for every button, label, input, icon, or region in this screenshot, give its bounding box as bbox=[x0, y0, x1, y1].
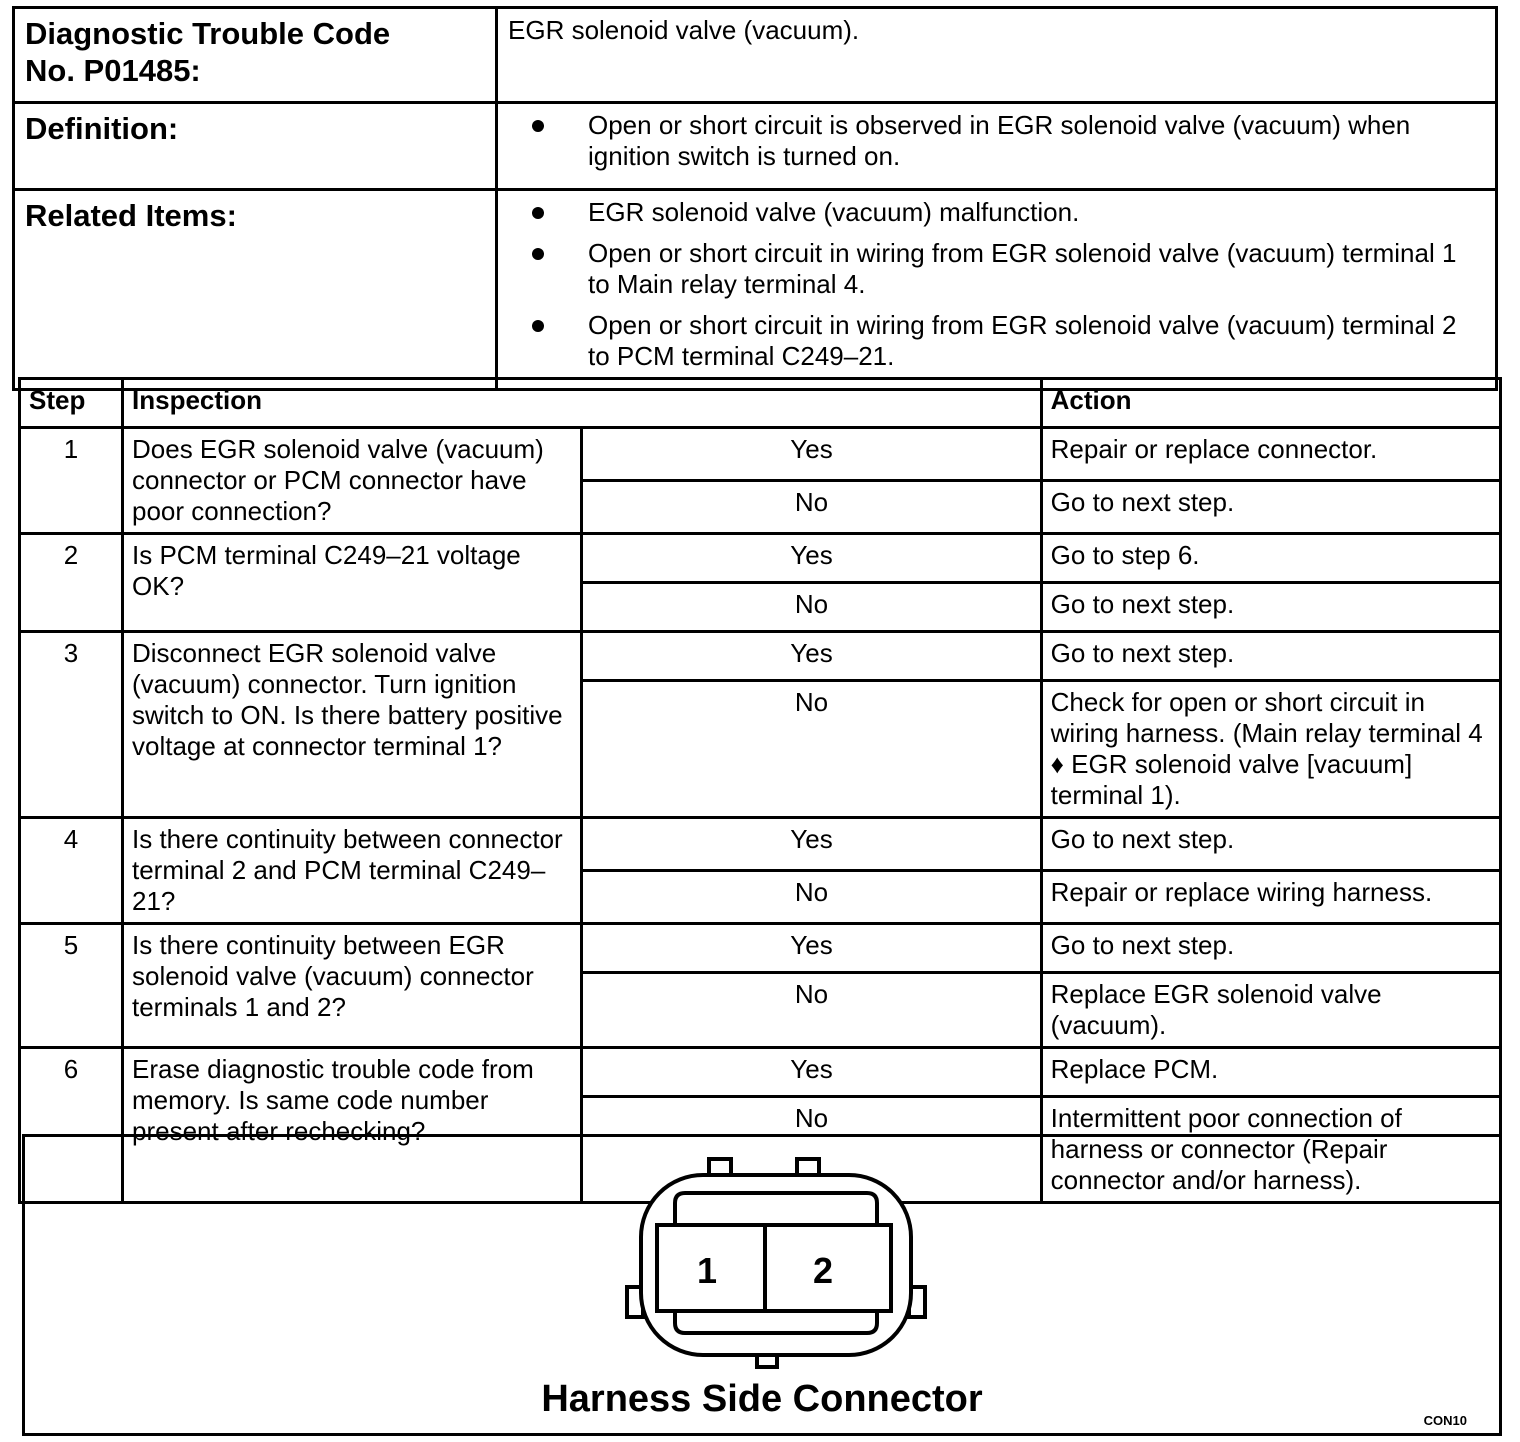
related-items-list bbox=[508, 197, 1485, 372]
step-number: 5 bbox=[20, 924, 123, 1048]
connector-cavity bbox=[657, 1225, 891, 1311]
yes-action: Go to step 6. bbox=[1041, 534, 1500, 583]
yes-label: Yes bbox=[582, 924, 1041, 973]
terminal-1-label: 1 bbox=[696, 1250, 718, 1291]
yes-label: Yes bbox=[582, 632, 1041, 681]
yes-action: Go to next step. bbox=[1041, 924, 1500, 973]
definition-item: Open or short circuit is observed in EGR solenoid valve (vacuum) when ignition switch is turned on. bbox=[508, 110, 1485, 172]
dtc-value: EGR solenoid valve (vacuum). bbox=[497, 8, 1497, 103]
connector-title: Harness Side Connector bbox=[541, 1378, 983, 1420]
step-inspection: Does EGR solenoid valve (vacuum) connector or PCM connector have poor connection? bbox=[123, 428, 582, 534]
yes-action: Replace PCM. bbox=[1041, 1048, 1500, 1097]
step-inspection: Is there continuity between connector terminal 2 and PCM terminal C249–21? bbox=[123, 818, 582, 924]
dtc-label-cell bbox=[14, 8, 497, 103]
no-label: No bbox=[582, 583, 1041, 632]
no-label: No bbox=[582, 1097, 1041, 1203]
yes-label: Yes bbox=[582, 1048, 1041, 1097]
step-inspection: Is PCM terminal C249–21 voltage OK? bbox=[123, 534, 582, 632]
steps-header-row bbox=[20, 379, 1501, 428]
related-item: Open or short circuit in wiring from EGR solenoid valve (vacuum) terminal 1 to Main relay terminal 4. bbox=[508, 238, 1485, 300]
connector-diagram-box bbox=[22, 1134, 1502, 1436]
yes-label: Yes bbox=[582, 428, 1041, 481]
step-inspection: Disconnect EGR solenoid valve (vacuum) connector. Turn ignition switch to ON. Is there battery positive voltage at connector terminal 1? bbox=[123, 632, 582, 818]
definition-row bbox=[14, 103, 1497, 190]
step-number: 4 bbox=[20, 818, 123, 924]
yes-label: Yes bbox=[582, 534, 1041, 583]
step-column-header: Step bbox=[20, 379, 123, 428]
step-number: 3 bbox=[20, 632, 123, 818]
figure-code: CON10 bbox=[1423, 1413, 1467, 1428]
no-action: Repair or replace wiring harness. bbox=[1041, 871, 1500, 924]
yes-action: Go to next step. bbox=[1041, 632, 1500, 681]
no-action: Replace EGR solenoid valve (vacuum). bbox=[1041, 973, 1500, 1048]
step-row-3-yes bbox=[20, 632, 1501, 681]
related-items-row bbox=[14, 190, 1497, 390]
step-number: 2 bbox=[20, 534, 123, 632]
dtc-info-table bbox=[12, 6, 1498, 391]
step-row-5-yes bbox=[20, 924, 1501, 973]
no-label: No bbox=[582, 871, 1041, 924]
no-label: No bbox=[582, 481, 1041, 534]
related-item: Open or short circuit in wiring from EGR solenoid valve (vacuum) terminal 2 to PCM terminal C249–21. bbox=[508, 310, 1485, 372]
no-label: No bbox=[582, 973, 1041, 1048]
inspection-steps-table bbox=[18, 377, 1502, 1204]
action-column-header: Action bbox=[1041, 379, 1500, 428]
dtc-row bbox=[14, 8, 1497, 103]
step-inspection: Erase diagnostic trouble code from memory. Is same code number present after rechecking? bbox=[123, 1048, 582, 1203]
dtc-label-line1: Diagnostic Trouble Code bbox=[25, 16, 391, 51]
no-label: No bbox=[582, 681, 1041, 818]
related-items-cell bbox=[497, 190, 1497, 390]
no-action: Go to next step. bbox=[1041, 481, 1500, 534]
step-inspection: Is there continuity between EGR solenoid valve (vacuum) connector terminals 1 and 2? bbox=[123, 924, 582, 1048]
definition-cell bbox=[497, 103, 1497, 190]
definition-label: Definition: bbox=[14, 103, 497, 190]
yes-label: Yes bbox=[582, 818, 1041, 871]
no-action: Check for open or short circuit in wiring harness. (Main relay terminal 4 ♦ EGR solenoid valve [vacuum] terminal 1). bbox=[1041, 681, 1500, 818]
inspection-column-header: Inspection bbox=[123, 379, 1042, 428]
step-row-6-yes bbox=[20, 1048, 1501, 1097]
terminal-2-label: 2 bbox=[812, 1250, 834, 1291]
yes-action: Go to next step. bbox=[1041, 818, 1500, 871]
connector-drawing bbox=[621, 1151, 941, 1381]
step-number: 6 bbox=[20, 1048, 123, 1203]
no-action: Intermittent poor connection of harness or connector (Repair connector and/or harness). bbox=[1041, 1097, 1500, 1203]
dtc-label-line2: No. P01485: bbox=[25, 53, 201, 88]
step-row-4-yes bbox=[20, 818, 1501, 871]
related-item: EGR solenoid valve (vacuum) malfunction. bbox=[508, 197, 1485, 228]
step-row-2-yes bbox=[20, 534, 1501, 583]
step-row-1-yes bbox=[20, 428, 1501, 481]
step-number: 1 bbox=[20, 428, 123, 534]
no-action: Go to next step. bbox=[1041, 583, 1500, 632]
definition-list bbox=[508, 110, 1485, 172]
yes-action: Repair or replace connector. bbox=[1041, 428, 1500, 481]
related-items-label: Related Items: bbox=[14, 190, 497, 390]
